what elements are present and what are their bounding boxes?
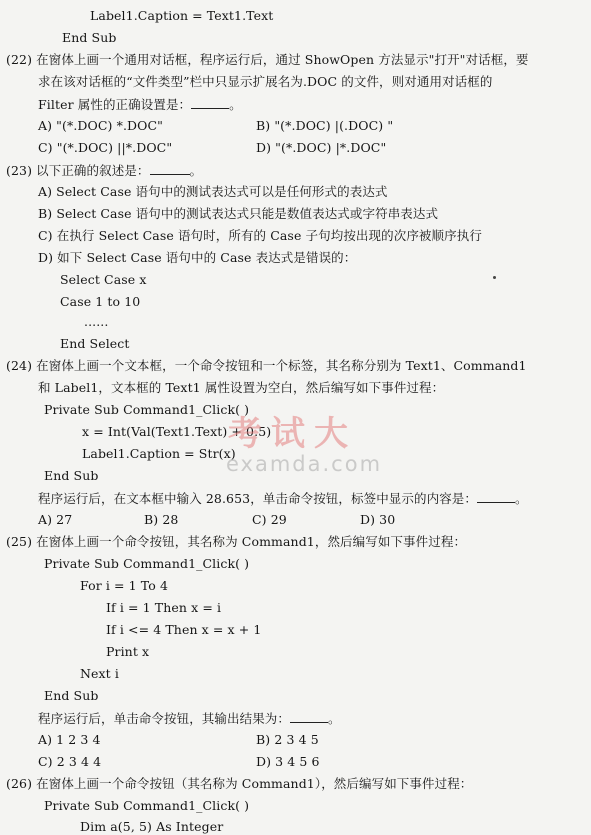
question-26-stem: (26) 在窗体上画一个命令按钮（其名称为 Command1），然后编写如下事件过程： — [6, 776, 473, 791]
question-24-stem-cont: 和 Label1，文本框的 Text1 属性设置为空白，然后编写如下事件过程： — [38, 380, 445, 395]
answer-blank — [290, 710, 328, 723]
answer-blank — [150, 162, 190, 175]
option-b: B) "(*.DOC) |(.DOC) " — [256, 118, 394, 133]
question-22-stem-cont: 求在该对话框的“文件类型”栏中只显示扩展名为.DOC 的文件，则对通用对话框的 — [38, 74, 493, 89]
speck — [493, 276, 496, 279]
option-c: C) 29 — [252, 512, 287, 527]
code-line: Label1.Caption = Text1.Text — [90, 8, 274, 23]
answer-blank — [477, 490, 515, 503]
code-line: Select Case x — [60, 272, 147, 287]
code-line: Print x — [106, 644, 150, 659]
option-b: B) 2 3 4 5 — [256, 732, 319, 747]
question-22-stem-end: Filter 属性的正确设置是： 。 — [38, 97, 242, 112]
question-24-stem: (24) 在窗体上画一个文本框，一个命令按钮和一个标签，其名称分别为 Text1、Command1 — [6, 358, 527, 373]
watermark-logo: 考试大 — [228, 414, 357, 454]
option-b: B) 28 — [144, 512, 179, 527]
question-22-stem: (22) 在窗体上画一个通用对话框，程序运行后，通过 ShowOpen 方法显示"打开"对话框，要 — [6, 52, 529, 67]
option-c: C) 在执行 Select Case 语句时，所有的 Case 子句均按出现的次序被顺序执行 — [38, 228, 482, 243]
question-25-prompt: 程序运行后，单击命令按钮，其输出结果为： 。 — [38, 711, 341, 726]
code-line: End Sub — [44, 468, 99, 483]
code-line: End Select — [60, 336, 130, 351]
code-line: End Sub — [62, 30, 117, 45]
answer-blank — [191, 96, 229, 109]
question-24-prompt: 程序运行后，在文本框中输入 28.653，单击命令按钮，标签中显示的内容是： 。 — [38, 491, 528, 506]
option-a: A) Select Case 语句中的测试表达式可以是任何形式的表达式 — [38, 184, 388, 199]
option-c: C) "(*.DOC) ||*.DOC" — [38, 140, 173, 155]
option-b: B) Select Case 语句中的测试表达式只能是数值表达式或字符串表达式 — [38, 206, 439, 221]
code-line: If i <= 4 Then x = x + 1 — [106, 622, 262, 637]
option-a: A) 27 — [38, 512, 73, 527]
option-c: C) 2 3 4 4 — [38, 754, 102, 769]
code-line: If i = 1 Then x = i — [106, 600, 222, 615]
question-25-stem: (25) 在窗体上画一个命令按钮，其名称为 Command1，然后编写如下事件过程： — [6, 534, 467, 549]
watermark-url: examda.com — [226, 452, 383, 476]
code-line: End Sub — [44, 688, 99, 703]
code-line: Next i — [80, 666, 119, 681]
code-line: Private Sub Command1_Click( ) — [44, 402, 250, 417]
code-line: x = Int(Val(Text1.Text) + 0.5) — [82, 424, 272, 439]
code-line: Private Sub Command1_Click( ) — [44, 556, 250, 571]
code-line: For i = 1 To 4 — [80, 578, 169, 593]
option-a: A) 1 2 3 4 — [38, 732, 101, 747]
option-a: A) "(*.DOC) *.DOC" — [38, 118, 164, 133]
option-d: D) 如下 Select Case 语句中的 Case 表达式是错误的： — [38, 250, 357, 265]
option-d: D) "(*.DOC) |*.DOC" — [256, 140, 387, 155]
code-line: Private Sub Command1_Click( ) — [44, 798, 250, 813]
code-line: Case 1 to 10 — [60, 294, 141, 309]
code-line: Dim a(5, 5) As Integer — [80, 819, 224, 834]
option-d: D) 30 — [360, 512, 396, 527]
question-23-stem: (23) 以下正确的叙述是： 。 — [6, 163, 203, 178]
code-ellipsis: ...... — [84, 314, 109, 329]
code-line: Label1.Caption = Str(x) — [82, 446, 236, 461]
option-d: D) 3 4 5 6 — [256, 754, 320, 769]
